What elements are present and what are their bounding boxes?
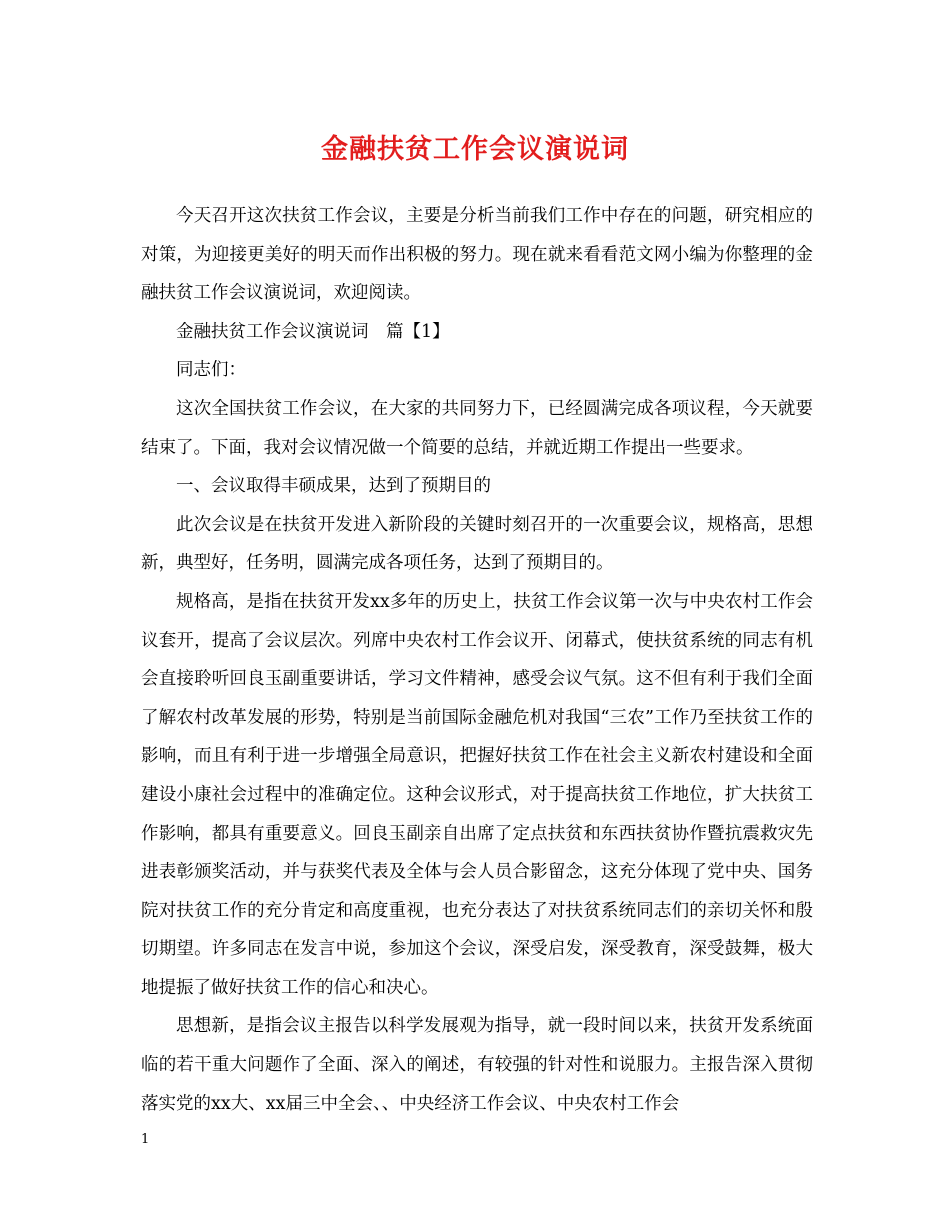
document-body xyxy=(141,197,813,1123)
document-title: 金融扶贫工作会议演说词 xyxy=(321,134,629,165)
paragraph-meeting-importance: 此次会议是在扶贫开发进入新阶段的关键时刻召开的一次重要会议，规格高，思想新，典型好，任务明，圆满完成各项任务，达到了预期目的。 xyxy=(141,514,813,574)
paragraph-new-thinking: 思想新，是指会议主报告以科学发展观为指导，就一段时间以来，扶贫开发系统面临的若干重大问题作了全面、深入的阐述，有较强的针对性和说服力。主报告深入贯彻落实党的xx大、xx届三中全会、、中央经济工作会议、中央农村工作会 xyxy=(141,1016,813,1114)
salutation: 同志们： xyxy=(176,360,246,381)
paragraph-intro: 今天召开这次扶贫工作会议，主要是分析当前我们工作中存在的问题，研究相应的对策，为迎接更美好的明天而作出积极的努力。现在就来看看范文网小编为你整理的金融扶贫工作会议演说词，欢迎阅读。 xyxy=(141,206,813,304)
subheading-achievements: 一、会议取得丰硕成果，达到了预期目的 xyxy=(176,476,491,497)
paragraph-high-standard: 规格高，是指在扶贫开发xx多年的历史上，扶贫工作会议第一次与中央农村工作会议套开，提高了会议层次。列席中央农村工作会议开、闭幕式，使扶贫系统的同志有机会直接聆听回良玉副重要讲话，学习文件精神，感受会议气氛。这不但有利于我们全面了解农村改革发展的形势，特别是当前国际金融危机对我国“三农”工作乃至扶贫工作的影响，而且有利于进一步增强全局意识，把握好扶贫工作在社会主义新农村建设和全面建设小康社会过程中的准确定位。这种会议形式，对于提高扶贫工作地位，扩大扶贫工作影响，都具有重要意义。回良玉副亲自出席了定点扶贫和东西扶贫协作暨抗震救灾先进表彰颁奖活动，并与获奖代表及全体与会人员合影留念，这充分体现了党中央、国务院对扶贫工作的充分肯定和高度重视，也充分表达了对扶贫系统同志们的亲切关怀和殷切期望。许多同志在发言中说，参加这个会议，深受启发，深受教育，深受鼓舞，极大地提振了做好扶贫工作的信心和决心。 xyxy=(141,591,813,998)
section-heading: 金融扶贫工作会议演说词 篇【1】 xyxy=(176,321,450,342)
page-number: 1 xyxy=(141,1132,150,1147)
paragraph-conference-summary: 这次全国扶贫工作会议，在大家的共同努力下，已经圆满完成各项议程，今天就要结束了。下面，我对会议情况做一个简要的总结，并就近期工作提出一些要求。 xyxy=(141,398,813,458)
